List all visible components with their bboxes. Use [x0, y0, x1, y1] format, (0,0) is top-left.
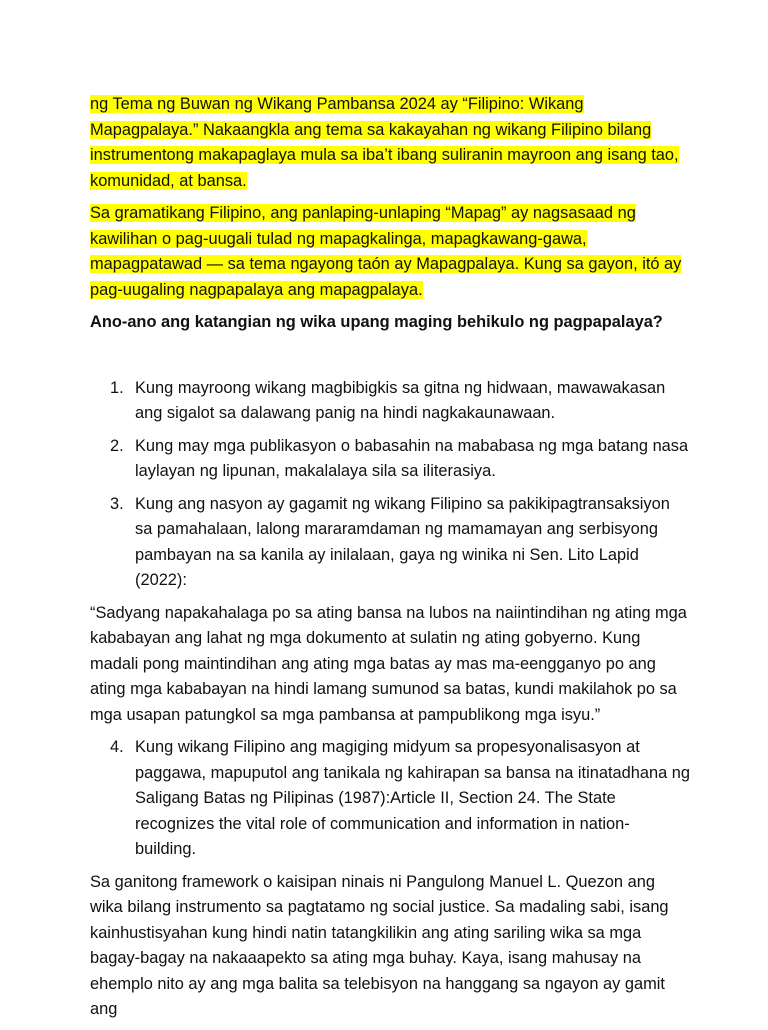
- senator-quote: “Sadyang napakahalaga po sa ating bansa na lubos na naiintindihan ng ating mga kababayan ang lahat ng mga dokumento at sulatin ng ating gobyerno. Kung madali pong maintindihan ang ating mga batas ay mas ma-eengganyo po ang ating mga kababayan na hindi lamang sumunod sa batas, kundi makilahok po sa mga usapan patungkol sa mga pambansa at pampublikong mga isyu.”: [90, 603, 687, 724]
- highlighted-text: ng Tema ng Buwan ng Wikang Pambansa 2024 ay “Filipino: Wikang Mapagpalaya.” Nakaangkla ang tema sa kakayahan ng wikang Filipino bilang instrumentong makapaglaya mula sa iba’t ibang suliranin mayroon ang isang tao, komunidad, at bansa.: [90, 95, 679, 190]
- list-item-number: 2.: [110, 436, 124, 455]
- closing-paragraph: Sa ganitong framework o kaisipan ninais ni Pangulong Manuel L. Quezon ang wika bilang instrumento sa pagtatamo ng social justice. Sa madaling sabi, isang kainhustisyahan kung hindi natin tatangkilikin ang ating sariling wika sa mga bagay-bagay na nakaaapekto sa ating mga buhay. Kaya, isang mahusay na ehemplo nito ay ang mga balita sa telebisyon na hanggang sa ngayon ay gamit ang: [90, 872, 669, 1018]
- section-heading: Ano-ano ang katangian ng wika upang maging behikulo ng pagpapalaya?: [90, 313, 663, 331]
- list-item-number: 1.: [110, 378, 124, 397]
- list-item: [90, 492, 690, 594]
- list-item-text: Kung mayroong wikang magbibigkis sa gitna ng hidwaan, mawawakasan ang sigalot sa dalawang panig na hindi nagkakaunawaan.: [135, 378, 666, 422]
- characteristics-list: [90, 376, 690, 594]
- list-item-number: 4.: [110, 738, 124, 756]
- list-item-text: Kung may mga publikasyon o babasahin na mababasa ng mga batang nasa laylayan ng lipunan, makalalaya sila sa iliterasiya.: [135, 436, 689, 480]
- highlighted-text: Sa gramatikang Filipino, ang panlaping-unlaping “Mapag” ay nagsasaad ng kawilihan o pag-uugali tulad ng mapagkalinga, mapagkawang-gawa, mapagpatawad — sa tema ngayong taón ay Mapagpalaya. Kung sa gayon, itó ay pag-uugaling nagpapalaya ang mapagpalaya.: [90, 204, 682, 299]
- characteristics-list-continued: [90, 735, 690, 863]
- grammar-paragraph: [90, 201, 690, 303]
- intro-paragraph: [90, 92, 690, 194]
- list-item: [90, 434, 690, 485]
- list-item: [90, 376, 690, 427]
- document-page: [90, 92, 690, 1030]
- list-item-text: Kung wikang Filipino ang magiging midyum sa propesyonalisasyon at paggawa, mapuputol ang tanikala ng kahirapan sa bansa na itinatadhana ng Saligang Batas ng Pilipinas (1987):Article II, Section 24. The State recognizes the vital role of communication and information in nation-building.: [135, 738, 690, 858]
- list-item-number: 3.: [110, 494, 124, 513]
- list-item-text: Kung ang nasyon ay gagamit ng wikang Filipino sa pakikipagtransaksiyon sa pamahalaan, lalong mararamdaman ng mamamayan ang serbisyong pambayan na sa kanila ay inilalaan, gaya ng winika ni Sen. Lito Lapid (2022):: [135, 494, 670, 589]
- list-item: [90, 735, 690, 863]
